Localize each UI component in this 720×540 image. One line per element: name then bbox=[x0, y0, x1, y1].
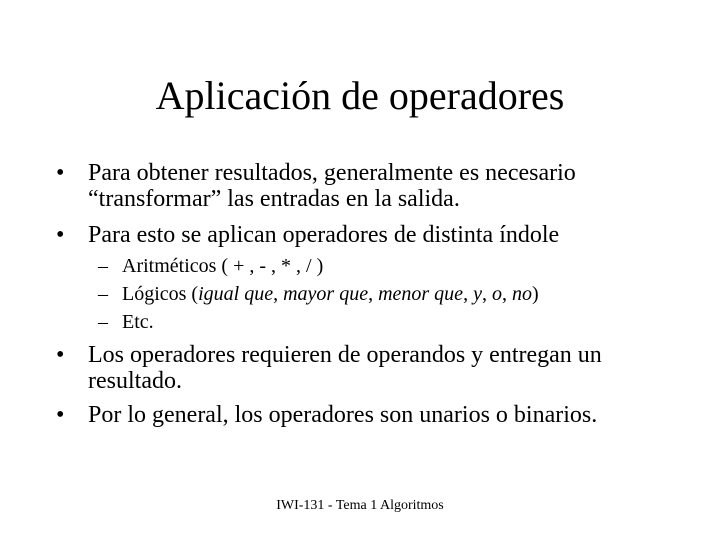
bullet-item-results bbox=[56, 160, 696, 212]
bullet-text: Para esto se aplican operadores de distinta índole bbox=[88, 222, 560, 248]
subbullet-text: Aritméticos ( + , - , * , / ) bbox=[122, 255, 324, 277]
italic-term: mayor que bbox=[283, 283, 369, 305]
slide-footer: IWI-131 - Tema 1 Algoritmos bbox=[276, 498, 444, 513]
italic-term: menor que bbox=[378, 283, 464, 305]
bullet-item-unary-binary bbox=[56, 402, 696, 428]
bullet-marker: • bbox=[56, 160, 65, 186]
slide-title: Aplicación de operadores bbox=[155, 73, 565, 118]
bullet-marker: • bbox=[56, 222, 65, 248]
subbullet-item-arithmetic bbox=[98, 254, 698, 278]
bullet-text: Por lo general, los operadores son unarios o binarios. bbox=[88, 402, 598, 428]
italic-term: igual que bbox=[198, 283, 274, 305]
subbullet-item-etc bbox=[98, 310, 698, 334]
dash-marker: – bbox=[98, 283, 108, 305]
subbullet-item-logical bbox=[98, 282, 698, 306]
text-segment: , bbox=[481, 283, 492, 305]
text-segment: , bbox=[463, 283, 474, 305]
italic-term: o bbox=[491, 283, 502, 305]
text-segment: , bbox=[273, 283, 284, 305]
italic-term: no bbox=[511, 283, 532, 305]
bullet-item-operands bbox=[56, 342, 696, 394]
italic-term: y bbox=[473, 283, 482, 305]
bullet-text: Para obtener resultados, generalmente es necesario “transformar” las entradas en la salida. bbox=[88, 160, 576, 212]
dash-marker: – bbox=[98, 311, 108, 333]
bullet-item-operators bbox=[56, 222, 696, 248]
text-segment: , bbox=[501, 283, 512, 305]
bullet-marker: • bbox=[56, 402, 65, 428]
text-segment: ) bbox=[531, 283, 539, 305]
subbullet-text bbox=[122, 282, 698, 306]
text-segment: Lógicos ( bbox=[122, 283, 199, 305]
bullet-text: Los operadores requieren de operandos y entregan un resultado. bbox=[88, 342, 602, 394]
dash-marker: – bbox=[98, 255, 108, 277]
subbullet-text: Etc. bbox=[122, 311, 154, 333]
text-segment: , bbox=[368, 283, 379, 305]
bullet-marker: • bbox=[56, 342, 65, 368]
